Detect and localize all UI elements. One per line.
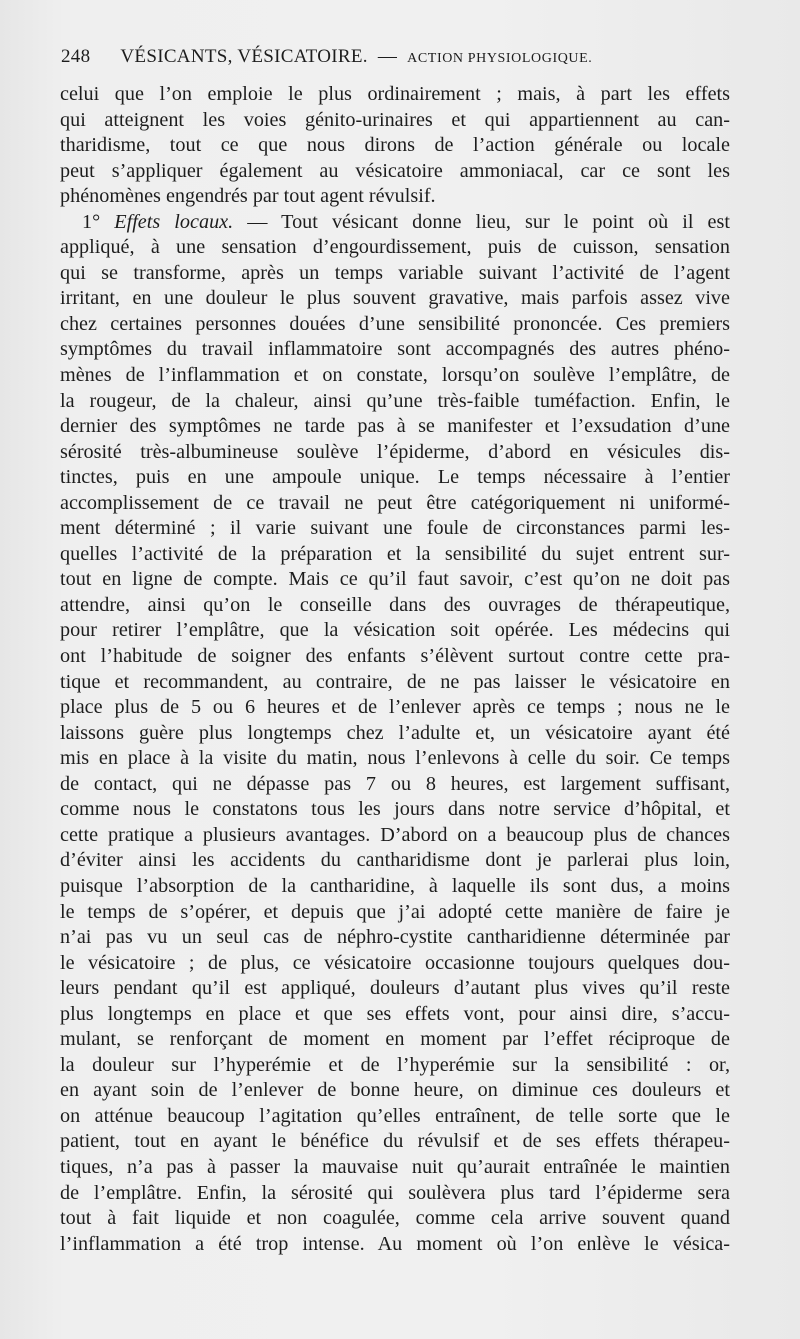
body-text [60, 82, 730, 1257]
text-line: en ayant soin de l’enlever de bonne heure, on diminue ces douleurs et [60, 1079, 730, 1102]
text-line: comme nous le constatons tous les jours dans notre service d’hôpital, et [60, 798, 730, 821]
text-line: le temps de s’opérer, et depuis que j’ai adopté cette manière de faire je [60, 900, 730, 923]
text-line: accomplissement de ce travail ne peut être catégoriquement ni uniformé- [60, 491, 730, 514]
text-line: mis en place à la visite du matin, nous l’enlevons à celle du soir. Ce temps [60, 747, 730, 770]
section-heading-line [60, 210, 730, 236]
text-line: appliqué, à une sensation d’engourdissement, puis de cuisson, sensation [60, 236, 730, 259]
text-line: phénomènes engendrés par tout agent révulsif. [60, 185, 436, 208]
text-line: mulant, se renforçant de moment en moment par l’effet réciproque de [60, 1028, 730, 1051]
text-line: la douleur sur l’hyperémie et de l’hyperémie sur la sensibilité : or, [60, 1053, 730, 1076]
text-line: ont l’habitude de soigner des enfants s’élèvent surtout contre cette pra- [60, 645, 730, 668]
text-line: on atténue beaucoup l’agitation qu’elles entraînent, de telle sorte que le [60, 1104, 730, 1127]
text-line: tout en ligne de compte. Mais ce qu’il faut savoir, c’est qu’on ne doit pas [60, 568, 730, 591]
text-line: laissons guère plus longtemps chez l’adulte et, un vésicatoire ayant été [60, 721, 730, 744]
text-line: n’ai pas vu un seul cas de néphro-cystite cantharidienne déterminée par [60, 926, 730, 949]
text-line: peut s’appliquer également au vésicatoire ammoniacal, car ce sont les [60, 159, 730, 182]
text-line: qui atteignent les voies génito-urinaires et qui appartiennent au can- [60, 108, 730, 131]
text-line: symptômes du travail inflammatoire sont accompagnés des autres phéno- [60, 338, 730, 361]
text-line: tout à fait liquide et non coagulée, comme cela arrive souvent quand [60, 1207, 730, 1230]
section-subtitle: ACTION PHYSIOLOGIQUE. [407, 51, 593, 66]
text-line: plus longtemps en place et que ses effets vont, pour ainsi dire, s’accu- [60, 1002, 730, 1025]
section-heading: Effets locaux. [114, 210, 248, 233]
chapter-title: VÉSICANTS, VÉSICATOIRE. [120, 46, 368, 67]
section-line-rest: — Tout vésicant donne lieu, sur le point où il est [247, 210, 730, 233]
text-line: sérosité très-albumineuse soulève l’épiderme, d’abord en vésicules dis- [60, 440, 730, 463]
text-line: d’éviter ainsi les accidents du cantharidisme dont je parlerai plus loin, [60, 849, 730, 872]
text-line: puisque l’absorption de la cantharidine, à laquelle ils sont dus, a moins [60, 874, 730, 897]
text-line: celui que l’on emploie le plus ordinairement ; mais, à part les effets [60, 83, 730, 105]
text-line: la rougeur, de la chaleur, ainsi qu’une très-faible tuméfaction. Enfin, le [60, 389, 730, 412]
text-line: le vésicatoire ; de plus, ce vésicatoire occasionne toujours quelques dou- [60, 951, 730, 974]
section-number: 1° [82, 210, 115, 233]
text-line: tharidisme, tout ce que nous dirons de l’action générale ou locale [60, 134, 730, 157]
text-line: attendre, ainsi qu’on le conseille dans des ouvrages de thérapeutique, [60, 593, 730, 616]
running-head [61, 46, 741, 68]
text-line: ment déterminé ; il varie suivant une foule de circonstances parmi les- [60, 517, 730, 540]
header-separator: — [377, 46, 398, 67]
text-line: tique et recommandent, au contraire, de ne pas laisser le vésicatoire en [60, 670, 730, 693]
text-line: de contact, qui ne dépasse pas 7 ou 8 heures, est largement suffisant, [60, 772, 730, 795]
text-line: qui se transforme, après un temps variable suivant l’activité de l’agent [60, 261, 730, 284]
text-line: chez certaines personnes douées d’une sensibilité prononcée. Ces premiers [60, 312, 730, 335]
text-line: l’inflammation a été trop intense. Au moment où l’on enlève le vésica- [60, 1232, 730, 1255]
text-line: pour retirer l’emplâtre, que la vésication soit opérée. Les médecins qui [60, 619, 730, 642]
text-line: patient, tout en ayant le bénéfice du révulsif et de ses effets thérapeu- [60, 1130, 730, 1153]
page-number: 248 [61, 46, 91, 67]
text-line: leurs pendant qu’il est appliqué, douleurs d’autant plus vives qu’il reste [60, 977, 730, 1000]
text-line: mènes de l’inflammation et on constate, lorsqu’on soulève l’emplâtre, de [60, 364, 730, 387]
text-line: de l’emplâtre. Enfin, la sérosité qui soulèvera plus tard l’épiderme sera [60, 1181, 730, 1204]
text-line: tiques, n’a pas à passer la mauvaise nuit qu’aurait entraînée le maintien [60, 1155, 730, 1178]
text-line: dernier des symptômes ne tarde pas à se manifester et l’exsudation d’une [60, 415, 730, 438]
text-line: place plus de 5 ou 6 heures et de l’enlever après ce temps ; nous ne le [60, 696, 730, 719]
text-line: tinctes, puis en une ampoule unique. Le temps nécessaire à l’entier [60, 466, 730, 489]
text-line: cette pratique a plusieurs avantages. D’abord on a beaucoup plus de chances [60, 823, 730, 846]
text-line: quelles l’activité de la préparation et la sensibilité du sujet entrent sur- [60, 542, 730, 565]
text-line: irritant, en une douleur le plus souvent gravative, mais parfois assez vive [60, 287, 730, 310]
